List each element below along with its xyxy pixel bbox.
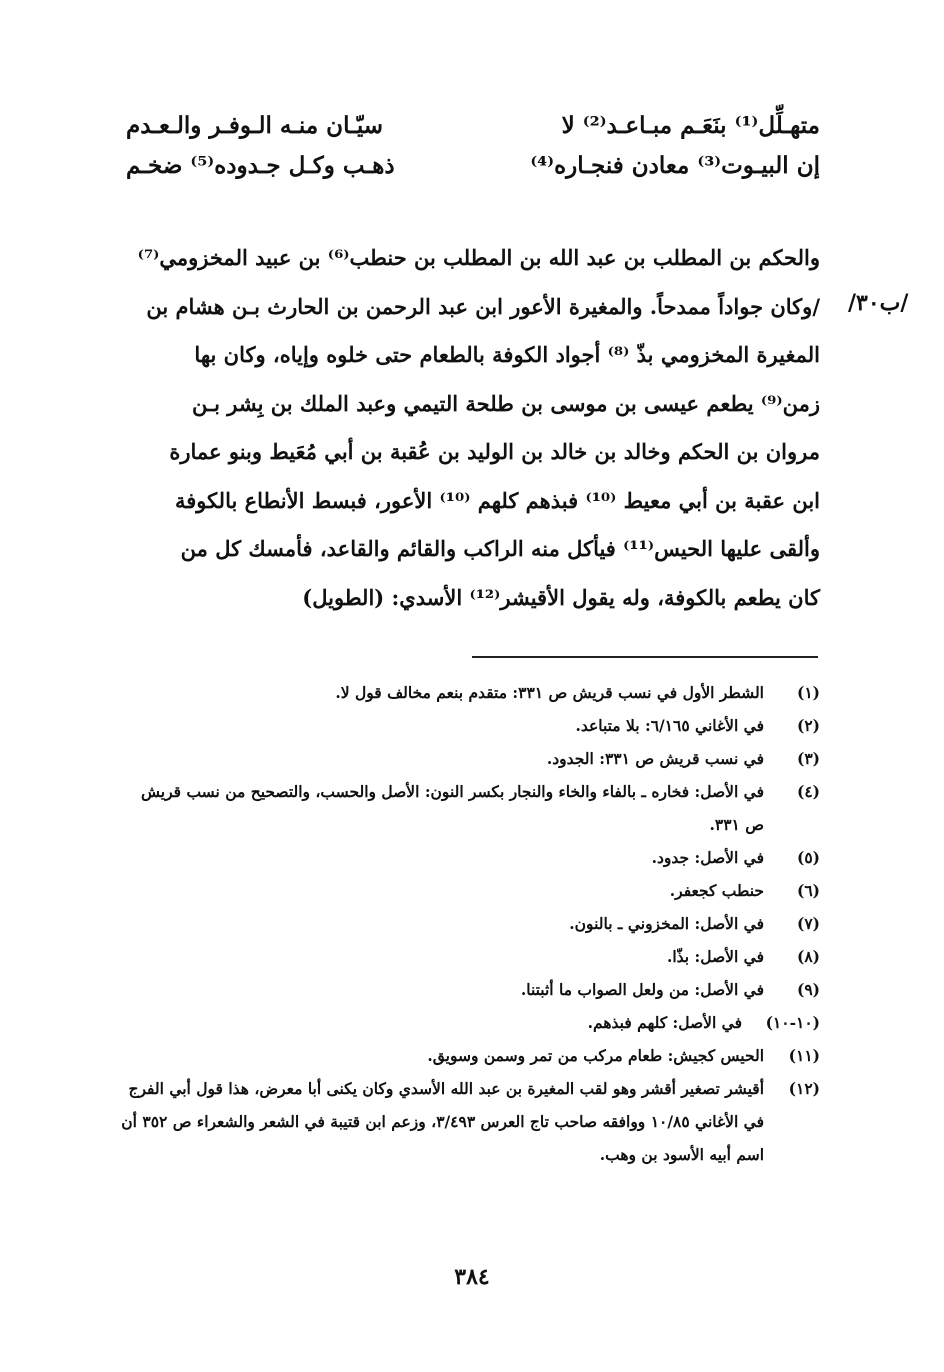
footnote-number: (۹)	[796, 980, 820, 999]
footnote-divider	[472, 656, 818, 658]
footnote	[120, 742, 820, 775]
footnotes	[120, 676, 820, 1171]
footnote-number: (۱۲)	[788, 1079, 820, 1098]
footnote-text: في الأغاني ٦/١٦٥: بلا متباعد.	[575, 716, 764, 735]
footnote-text: في الأصل: كلهم فبذهم.	[587, 1013, 742, 1032]
verse-hemistich-second: سيّـان منـه الـوفـر والـعـدم	[126, 112, 384, 139]
footnote-number: (۷)	[796, 914, 820, 933]
footnote-text: حنطب كجعفر.	[669, 881, 764, 900]
body-line: مروان بن الحكم وخالد بن خالد بن الوليد بن عُقبة بن أبي مُعَيط وبنو عمارة	[169, 439, 820, 464]
footnote	[120, 907, 820, 940]
footnote-text: في الأصل: من ولعل الصواب ما أثبتنا.	[520, 980, 764, 999]
footnote-text: الحيس كجيش: طعام مركب من تمر وسمن وسويق.	[427, 1046, 764, 1065]
verse-hemistich-first: إن البيـوت⁽³⁾ معادن فنجـاره⁽⁴⁾	[530, 152, 820, 179]
verse-line-1	[126, 106, 820, 146]
footnote	[120, 940, 820, 973]
body-line: ابن عقبة بن أبي معيط ⁽¹⁰⁾ فبذهم كلهم ⁽¹⁰⁾ الأعور، فبسط الأنطاع بالكوفة	[174, 487, 820, 513]
body-line: /وكان جواداً ممدحاً. والمغيرة الأعور ابن عبد الرحمن بن الحارث بـن هشام بن	[146, 293, 820, 319]
verse-hemistich-first: متهـلِّل⁽¹⁾ بنَعَـم مبـاعـد⁽²⁾ لا	[561, 112, 820, 139]
footnote-text: في الأصل: بذّا.	[666, 947, 764, 966]
footnote-number: (٥)	[796, 848, 820, 867]
footnote-text: الشطر الأول في نسب قريش ص ۳۳۱: متقدم بنعم مخالف قول لا.	[335, 683, 764, 702]
page-number: ۳۸٤	[454, 1264, 490, 1290]
footnote	[120, 676, 820, 709]
footnote	[120, 1072, 820, 1171]
body-line: وألقى عليها الحيس⁽¹¹⁾ فيأكل منه الراكب والقائم والقاعد، فأمسك كل من	[180, 536, 820, 561]
margin-folio-reference: /۳۰ب/	[848, 290, 909, 316]
footnote-text: في نسب قريش ص ۳۳۱: الجدود.	[546, 749, 764, 768]
footnote-text: أقيشر تصغير أقشر وهو لقب المغيرة بن عبد الله الأسدي وكان يكنى أبا معرض، هذا قول أبي الفرج في الأغاني ۱۰/۸٥ ووافقه صاحب تاج العرس ۳/٤٩٣، وزعم ابن قتيبة في الشعر والشعراء ص ۳٥۲ أن اسم أبيه الأسود بن وهب.	[121, 1079, 764, 1164]
footnote-text: في الأصل: المخزوني ـ بالنون.	[569, 914, 764, 933]
verse-hemistich-second: ذهـب وكـل جـدوده⁽⁵⁾ ضخـم	[126, 152, 395, 179]
footnote-number: (٦)	[796, 881, 820, 900]
footnote	[120, 1006, 820, 1039]
body-line: كان يطعم بالكوفة، وله يقول الأقيشر⁽¹²⁾ الأسدي: (الطويل)	[302, 584, 820, 610]
footnote-number: (۸)	[796, 947, 820, 966]
body-line: والحكم بن المطلب بن عبد الله بن المطلب بن حنطب⁽⁶⁾ بن عبيد المخزومي⁽⁷⁾	[137, 245, 820, 270]
footnote-text: في الأصل: جدود.	[651, 848, 764, 867]
footnote	[120, 1039, 820, 1072]
footnote	[120, 973, 820, 1006]
body-line: زمن⁽⁹⁾ يطعم عيسى بن موسى بن طلحة التيمي وعبد الملك بن بِشر بـن	[191, 390, 820, 416]
footnote-text: في الأصل: فخاره ـ بالفاء والخاء والنجار بكسر النون: الأصل والحسب، والتصحيح من نسب قريش ص ۳۳۱.	[141, 782, 764, 834]
verse-line-2	[126, 146, 820, 186]
footnote	[120, 775, 820, 841]
footnote	[120, 841, 820, 874]
body-paragraph	[120, 234, 820, 622]
body-line: المغيرة المخزومي بذّ ⁽⁸⁾ أجواد الكوفة بالطعام حتى خلوه وإياه، وكان بها	[194, 342, 820, 367]
footnote-number: (۱۱)	[788, 1046, 820, 1065]
footnote-number: (۱۰-۱۰)	[765, 1013, 820, 1032]
footnote	[120, 709, 820, 742]
footnote-number: (٤)	[796, 782, 820, 801]
footnote-number: (۱)	[796, 683, 820, 702]
footnote-number: (۲)	[796, 716, 820, 735]
footnote	[120, 874, 820, 907]
footnote-number: (۳)	[796, 749, 820, 768]
